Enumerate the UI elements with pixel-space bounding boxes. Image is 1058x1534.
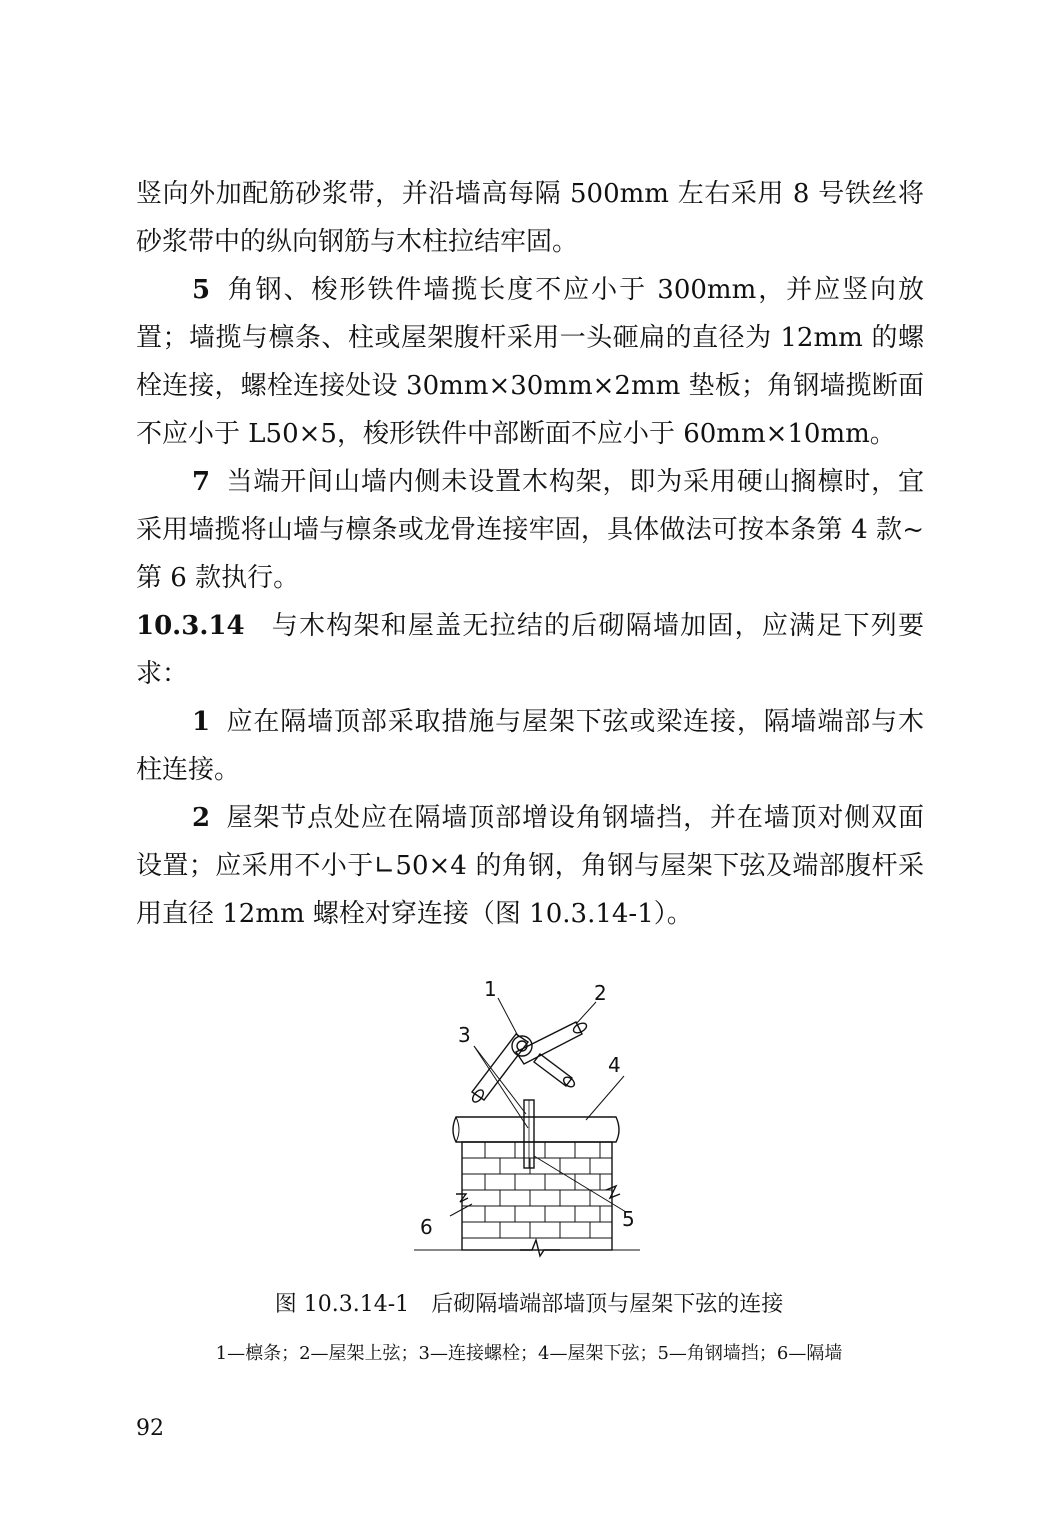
item-2-number: 2 (192, 803, 211, 833)
figure-label-1: 1 (484, 977, 497, 1001)
item-2 (136, 794, 924, 938)
item-5-text: 角钢、梭形铁件墙揽长度不应小于 300mm，并应竖向放置；墙揽与檩条、柱或屋架腹杆采用一头砸扁的直径为 12mm 的螺栓连接，螺栓连接处设 30mm×30mm×2mm 垫板；角钢墙揽断面不应小于 L50×5，梭形铁件中部断面不应小于 60mm×10mm。 (136, 275, 924, 449)
figure-caption-number: 图 10.3.14-1 (274, 1292, 410, 1317)
item-7-text: 当端开间山墙内侧未设置木构架，即为采用硬山搁檩时，宜采用墙揽将山墙与檩条或龙骨连接牢固，具体做法可按本条第 4 款~第 6 款执行。 (136, 467, 924, 593)
item-5 (136, 266, 924, 458)
break-mark-right (606, 1186, 620, 1198)
figure-label-5: 5 (622, 1207, 635, 1231)
item-7-number: 7 (192, 467, 211, 497)
figure-label-2: 2 (594, 981, 607, 1005)
bottom-chord (453, 1117, 619, 1142)
clause-10-3-14 (136, 602, 924, 698)
figure-caption-text: 后砌隔墙端部墙顶与屋架下弦的连接 (431, 1292, 784, 1317)
clause-number: 10.3.14 (136, 611, 245, 641)
figure-legend: 1—檩条；2—屋架上弦；3—连接螺栓；4—屋架下弦；5—角钢墙挡；6—隔墙 (215, 1343, 843, 1364)
figure-label-4: 4 (608, 1053, 621, 1077)
figure-label-3: 3 (458, 1023, 471, 1047)
chord-stub (534, 1054, 572, 1086)
item-1-number: 1 (192, 707, 211, 737)
paragraph-intro: 竖向外加配筋砂浆带，并沿墙高每隔 500mm 左右采用 8 号铁丝将砂浆带中的纵向钢筋与木柱拉结牢固。 (136, 179, 924, 257)
body-text (136, 170, 924, 938)
break-mark-bottom (520, 1240, 560, 1256)
item-7 (136, 458, 924, 602)
page-number: 92 (136, 1416, 164, 1441)
item-5-number: 5 (192, 275, 211, 305)
item-1-text: 应在隔墙顶部采取措施与屋架下弦或梁连接，隔墙端部与木柱连接。 (136, 707, 924, 785)
figure-label-6: 6 (420, 1215, 433, 1239)
clause-text: 与木构架和屋盖无拉结的后砌隔墙加固，应满足下列要求： (136, 611, 924, 689)
connection-figure (400, 972, 660, 1262)
item-2-text: 屋架节点处应在隔墙顶部增设角钢墙挡，并在墙顶对侧双面设置；应采用不小于∟50×4 的角钢，角钢与屋架下弦及端部腹杆采用直径 12mm 螺栓对穿连接（图 10.3.14-1）。 (136, 803, 924, 929)
item-1 (136, 698, 924, 794)
figure-caption (0, 1288, 1058, 1322)
